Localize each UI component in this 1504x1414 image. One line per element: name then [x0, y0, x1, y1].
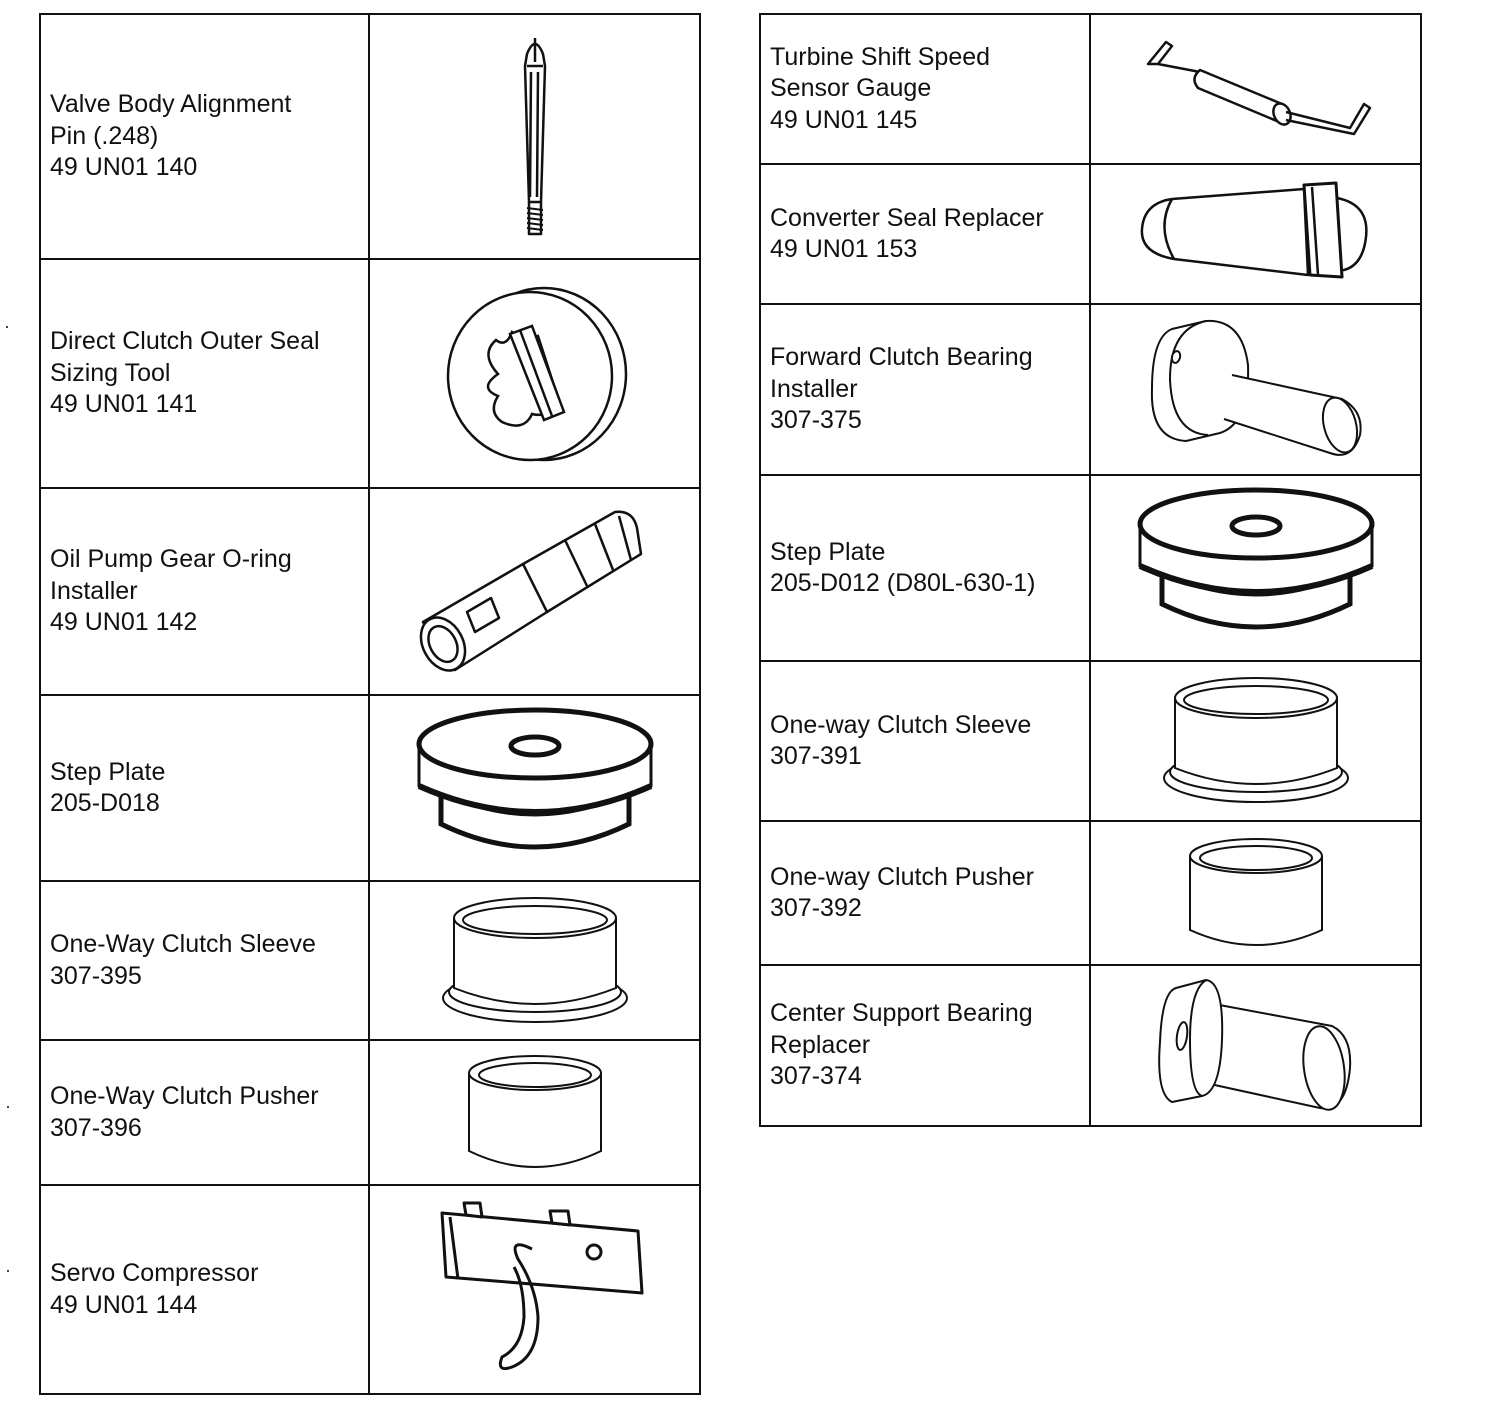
special-tools-table-left	[39, 13, 701, 1395]
sizing-tool-icon	[440, 284, 630, 464]
tool-name-line: One-way Clutch Sleeve	[770, 710, 1032, 739]
tool-label	[760, 475, 1090, 661]
tool-label	[40, 1040, 369, 1185]
tool-label	[40, 881, 369, 1040]
tool-number: 307-374	[770, 1062, 862, 1091]
tool-label	[760, 661, 1090, 821]
bearing-replacer-icon	[1156, 976, 1356, 1116]
table-row	[40, 259, 700, 488]
scan-speck	[7, 1270, 9, 1272]
tool-name-line: Center Support Bearing	[770, 999, 1033, 1028]
alignment-pin-icon	[505, 32, 565, 242]
tool-number: 49 UN01 144	[50, 1290, 198, 1319]
table-row	[40, 1040, 700, 1185]
oring-installer-icon	[415, 504, 655, 679]
clutch-sleeve-icon	[440, 896, 630, 1026]
special-tools-table-right	[759, 13, 1422, 1127]
tool-number: 49 UN01 140	[50, 153, 198, 182]
tool-name-line: One-Way Clutch Pusher	[50, 1082, 319, 1110]
tool-image-cell	[369, 1040, 700, 1185]
tool-image-cell	[369, 881, 700, 1040]
tool-name-line: Servo Compressor	[50, 1259, 259, 1287]
clutch-sleeve-icon	[1161, 676, 1351, 806]
tool-label	[40, 14, 369, 259]
scan-speck	[7, 1106, 9, 1108]
tool-name-line: One-Way Clutch Sleeve	[50, 930, 316, 958]
tool-name-line: Pin (.248)	[50, 121, 159, 150]
table-row	[760, 821, 1421, 965]
tool-name-line: Sensor Gauge	[770, 74, 932, 103]
tool-image-cell	[1090, 965, 1421, 1126]
step-plate-icon	[415, 706, 655, 871]
tool-label	[760, 965, 1090, 1126]
tool-image-cell	[369, 14, 700, 259]
tool-label	[40, 695, 369, 881]
table-row	[760, 304, 1421, 475]
tool-label	[760, 164, 1090, 304]
tool-number: 307-396	[50, 1113, 142, 1142]
tool-name-line: Converter Seal Replacer	[770, 203, 1044, 232]
tool-number: 49 UN01 145	[770, 105, 918, 134]
tool-image-cell	[1090, 304, 1421, 475]
tool-image-cell	[369, 695, 700, 881]
tool-name-line: Installer	[50, 576, 138, 605]
tool-name-line: Replacer	[770, 1030, 871, 1059]
tool-label	[40, 488, 369, 695]
table-row	[40, 488, 700, 695]
tool-number: 49 UN01 142	[50, 608, 198, 637]
tool-name-line: Oil Pump Gear O-ring	[50, 545, 292, 574]
tool-number: 307-391	[770, 742, 862, 770]
tool-label	[40, 259, 369, 488]
tool-number: 49 UN01 153	[770, 235, 918, 263]
tool-image-cell	[369, 1185, 700, 1394]
servo-compressor-icon	[420, 1197, 650, 1382]
tool-image-cell	[1090, 164, 1421, 304]
scan-speck	[6, 326, 8, 328]
tool-image-cell	[1090, 475, 1421, 661]
tool-name-line: Forward Clutch Bearing	[770, 343, 1033, 372]
bearing-installer-icon	[1146, 315, 1366, 465]
table-row	[760, 14, 1421, 164]
tool-number: 49 UN01 141	[50, 390, 198, 419]
tool-label	[760, 821, 1090, 965]
tool-image-cell	[369, 488, 700, 695]
table-row	[760, 965, 1421, 1126]
table-row	[40, 881, 700, 1040]
tool-name-line: One-way Clutch Pusher	[770, 862, 1035, 891]
sensor-gauge-icon	[1136, 34, 1376, 144]
tool-image-cell	[369, 259, 700, 488]
seal-replacer-icon	[1136, 179, 1376, 289]
tool-name-line: Step Plate	[770, 537, 886, 566]
table-row	[40, 695, 700, 881]
tool-name-line: Turbine Shift Speed	[770, 42, 991, 71]
tool-name-line: Valve Body Alignment	[50, 90, 292, 119]
tool-label	[40, 1185, 369, 1394]
tool-name-line: Direct Clutch Outer Seal	[50, 327, 320, 356]
table-row	[760, 475, 1421, 661]
tool-name-line: Installer	[770, 374, 858, 403]
table-row	[40, 1185, 700, 1394]
tool-image-cell	[1090, 821, 1421, 965]
step-plate-icon	[1136, 486, 1376, 651]
clutch-pusher-icon	[1186, 836, 1326, 951]
tool-name-line: Step Plate	[50, 757, 166, 786]
tool-number: 307-375	[770, 406, 862, 435]
table-row	[40, 14, 700, 259]
tool-label	[760, 304, 1090, 475]
tool-label	[760, 14, 1090, 164]
tool-number: 205-D018	[50, 789, 160, 817]
tool-number: 307-395	[50, 961, 142, 990]
table-row	[760, 164, 1421, 304]
tool-image-cell	[1090, 661, 1421, 821]
tool-number: 205-D012 (D80L-630-1)	[770, 569, 1036, 597]
tool-name-line: Sizing Tool	[50, 358, 171, 387]
tool-number: 307-392	[770, 894, 862, 922]
tool-image-cell	[1090, 14, 1421, 164]
clutch-pusher-icon	[465, 1053, 605, 1173]
table-row	[760, 661, 1421, 821]
